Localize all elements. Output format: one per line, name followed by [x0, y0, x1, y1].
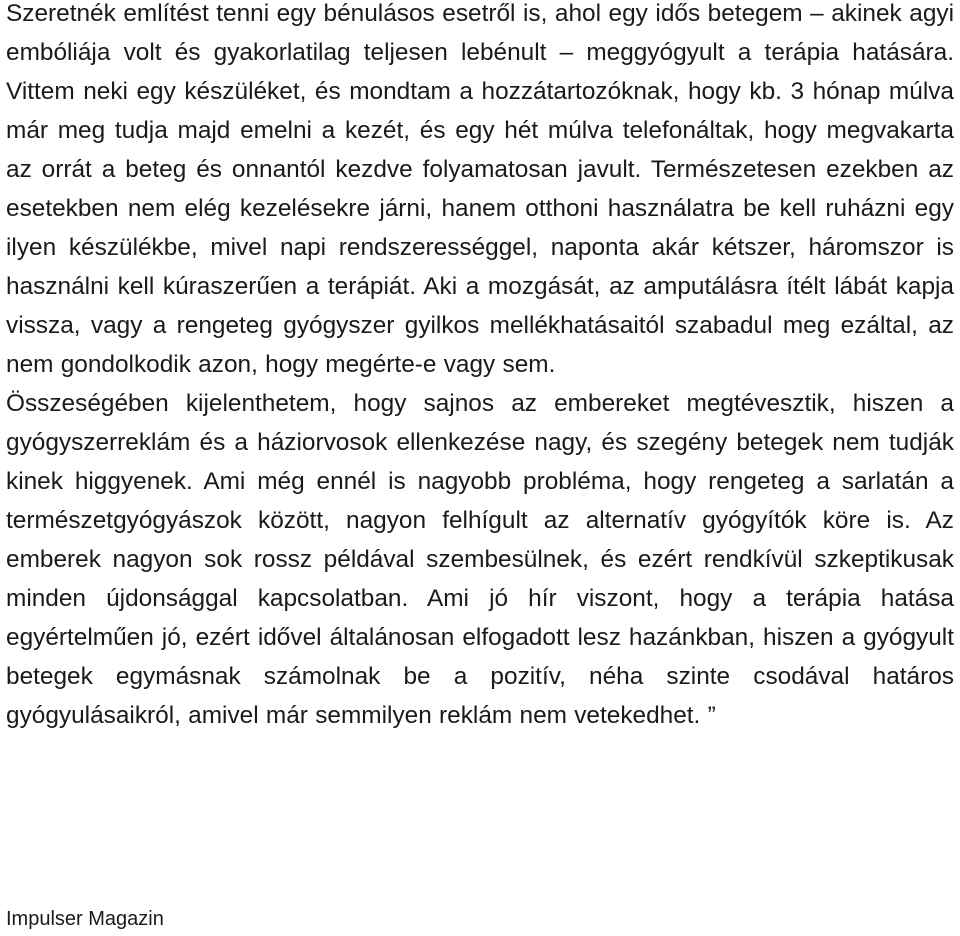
paragraph: Összeségében kijelenthetem, hogy sajnos az embereket megtévesztik, hiszen a gyógyszerreklám és a háziorvosok ellenkezése nagy, és szegény betegek nem tudják kinek higgyenek. Ami még ennél is nagyobb probléma, hogy rengeteg a sarlatán a természetgyógyászok között, nagyon felhígult az alternatív gyógyítók köre is. Az emberek nagyon sok rossz példával szembesülnek, és ezért rendkívül szkeptikusak minden újdonsággal kapcsolatban. Ami jó hír viszont, hogy a terápia hatása egyértelműen jó, ezért idővel általánosan elfogadott lesz hazánkban, hiszen a gyógyult betegek egymásnak számolnak be a pozitív, néha szinte csodával határos gyógyulásaikról, amivel már semmilyen reklám nem vetekedhet. ” — [6, 390, 954, 729]
article-body — [6, 0, 954, 735]
source-credit: Impulser Magazin — [6, 908, 164, 930]
paragraph: Szeretnék említést tenni egy bénulásos esetről is, ahol egy idős betegem – akinek agyi embóliája volt és gyakorlatilag teljesen lebénult – meggyógyult a terápia hatására. Vittem neki egy készüléket, és mondtam a hozzátartozóknak, hogy kb. 3 hónap múlva már meg tudja majd emelni a kezét, és egy hét múlva telefonáltak, hogy megvakarta az orrát a beteg és onnantól kezdve folyamatosan javult. Természetesen ezekben az esetekben nem elég kezelésekre járni, hanem otthoni használatra be kell ruházni egy ilyen készülékbe, mivel napi rendszerességgel, naponta akár kétszer, háromszor is használni kell kúraszerűen a terápiát. Aki a mozgását, az amputálásra ítélt lábát kapja vissza, vagy a rengeteg gyógyszer gyilkos mellékhatásaitól szabadul meg ezáltal, az nem gondolkodik azon, hogy megérte-e vagy sem. — [6, 0, 954, 378]
